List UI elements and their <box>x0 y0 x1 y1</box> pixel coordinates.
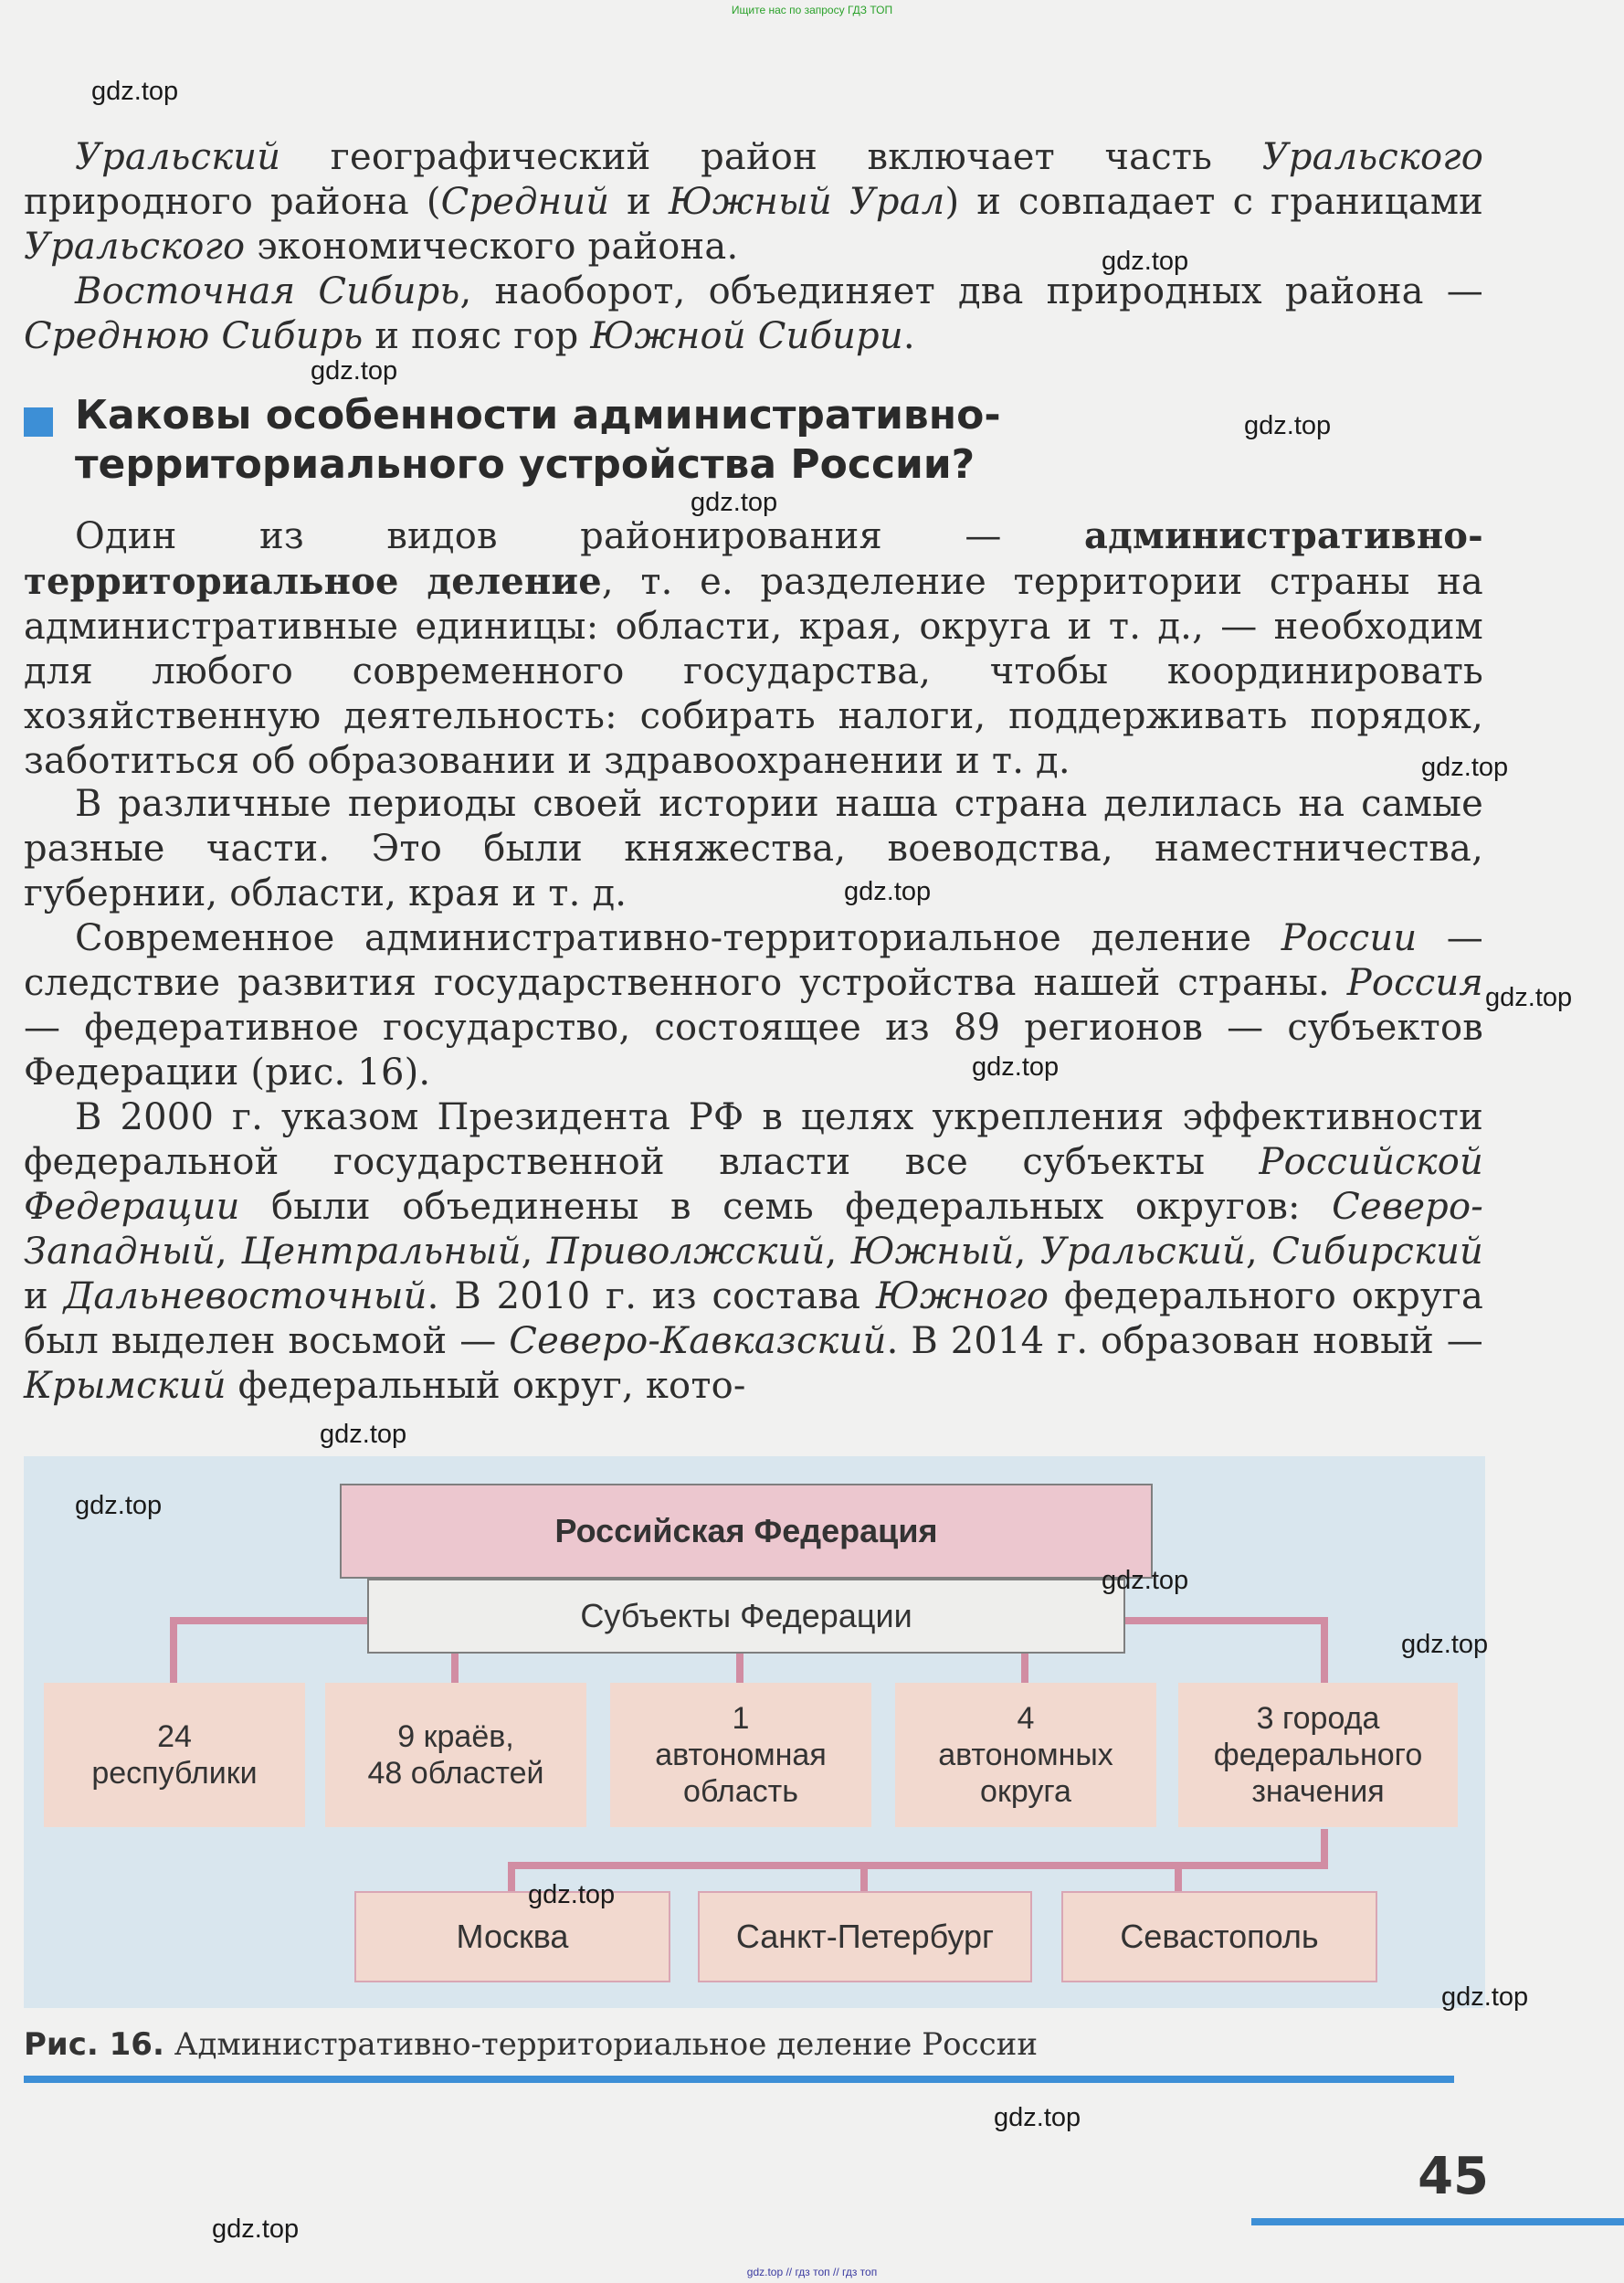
page-number: 45 <box>1418 2147 1489 2206</box>
text-run: Северо-Западный <box>24 1186 1483 1273</box>
watermark: gdz.top <box>994 2103 1081 2132</box>
caption-rule <box>24 2076 1454 2083</box>
text-run: федеральный округ, кото- <box>226 1365 746 1407</box>
text-run: Южный Урал <box>668 181 945 223</box>
paragraph-ural <box>24 135 1483 270</box>
connector-cities-horizontal <box>508 1862 1328 1869</box>
text-run: Уральский <box>1039 1231 1247 1273</box>
text-run: природного района ( <box>24 181 441 223</box>
diagram-cell-autonomous-okrugs: 4 автономных округа <box>895 1683 1156 1827</box>
text-run: Южный <box>850 1231 1015 1273</box>
watermark: gdz.top <box>91 77 179 106</box>
text-run: Дальневосточный <box>63 1275 427 1317</box>
diagram-cell-republics: 24 республики <box>44 1683 305 1827</box>
watermark: gdz.top <box>1485 983 1573 1012</box>
text-run: Уральского <box>1261 136 1483 178</box>
text-run: , <box>825 1231 851 1273</box>
diagram-root-box: Российская Федерация <box>340 1484 1153 1579</box>
heading-bullet-icon <box>24 407 53 437</box>
connector-cities-up <box>1321 1829 1328 1866</box>
text-run: Российской Федерации <box>24 1141 1483 1228</box>
text-run: Уральского <box>24 226 246 268</box>
paragraph-east-siberia <box>24 270 1483 359</box>
diagram-cell-federal-cities: 3 города федерального значения <box>1178 1683 1458 1827</box>
figure-caption-label: Рис. 16. <box>24 2026 164 2063</box>
paragraph-history <box>24 782 1483 916</box>
text-run: Средний <box>440 181 610 223</box>
text-run: Восточная Сибирь <box>75 270 460 312</box>
footer-links: gdz.top // гдз топ // гдз топ <box>746 2266 878 2278</box>
connector-drop-1 <box>170 1617 177 1690</box>
text-run: . <box>902 315 915 357</box>
connector-city-1 <box>508 1862 515 1893</box>
text-run: ) и совпадает с границами <box>944 181 1484 223</box>
text-run: В 2000 г. указом Президента РФ в целях укрепления эффективности федеральной государственной власти все субъекты <box>24 1096 1483 1183</box>
watermark: gdz.top <box>212 2214 300 2244</box>
top-search-note: Ищите нас по запросу ГДЗ ТОП <box>731 4 893 16</box>
text-run: Один из видов районирования — <box>75 515 1085 557</box>
text-run: административно-территориальное деление <box>24 514 1483 603</box>
text-run: , <box>521 1231 547 1273</box>
paragraph-modern-division <box>24 916 1483 1095</box>
text-run: федерального округа был выделен восьмой — <box>24 1275 1483 1362</box>
text-run: . В 2014 г. образован новый — <box>886 1320 1484 1362</box>
diagram-cell-krais-oblasts: 9 краёв, 48 областей <box>325 1683 586 1827</box>
text-run: и пояс гор <box>363 315 591 357</box>
diagram-city-sevastopol: Севастополь <box>1061 1891 1377 1982</box>
text-run: Южной Сибири <box>590 315 903 357</box>
watermark: gdz.top <box>320 1420 407 1449</box>
text-run: и <box>24 1275 64 1317</box>
text-run: Южного <box>875 1275 1049 1317</box>
watermark: gdz.top <box>1244 411 1332 440</box>
text-run: Современное административно-территориальное деление <box>75 917 1281 959</box>
text-run: Северо-Кавказский <box>509 1320 887 1362</box>
text-run: и <box>609 181 669 223</box>
watermark: gdz.top <box>844 877 932 906</box>
text-run: Среднюю Сибирь <box>24 315 364 357</box>
text-run: Россия <box>1346 962 1483 1004</box>
text-run: Крымский <box>24 1365 227 1407</box>
text-run: , <box>1014 1231 1040 1273</box>
text-run: — следствие развития государственного устройства нашей страны. <box>24 917 1484 1004</box>
watermark: gdz.top <box>311 356 398 386</box>
text-run: . В 2010 г. из состава <box>427 1275 876 1317</box>
figure-caption-text: Административно-территориальное деление России <box>174 2026 1038 2063</box>
figure-caption <box>24 2026 1038 2063</box>
watermark: gdz.top <box>1441 1982 1529 2012</box>
text-run: Сибирский <box>1271 1231 1483 1273</box>
text-run: , наоборот, объединяет два природных района — <box>459 270 1484 312</box>
watermark: gdz.top <box>1401 1630 1489 1659</box>
diagram-cell-autonomous-oblast: 1 автономная область <box>610 1683 871 1827</box>
watermark: gdz.top <box>75 1491 163 1520</box>
text-run: В различные периоды своей истории наша страна делилась на самые разные части. Это были княжества, воеводства, наместничества, губернии, области, края и т. д. <box>24 783 1483 914</box>
text-run: Приволжский <box>546 1231 826 1273</box>
watermark: gdz.top <box>972 1052 1060 1082</box>
text-run: были объединены в семь федеральных округов: <box>239 1186 1333 1228</box>
watermark: gdz.top <box>1102 247 1189 276</box>
text-run: Центральный <box>241 1231 522 1273</box>
section-heading: Каковы особенности административно-территориального устройства России? <box>75 392 1001 488</box>
diagram-city-moscow: Москва <box>354 1891 670 1982</box>
watermark: gdz.top <box>1102 1566 1189 1595</box>
connector-city-3 <box>1175 1862 1182 1893</box>
connector-drop-5 <box>1321 1617 1328 1690</box>
diagram-city-saint-petersburg: Санкт-Петербург <box>698 1891 1032 1982</box>
paragraph-regionalization <box>24 513 1483 784</box>
text-run: , <box>1246 1231 1272 1273</box>
watermark: gdz.top <box>528 1880 616 1909</box>
watermark: gdz.top <box>691 488 778 517</box>
diagram-subjects-box: Субъекты Федерации <box>367 1579 1125 1654</box>
text-run: экономического района. <box>245 226 739 268</box>
paragraph-federal-districts <box>24 1095 1483 1409</box>
text-run: Уральский <box>75 136 281 178</box>
page-number-rule <box>1251 2218 1624 2225</box>
text-run: России <box>1281 917 1418 959</box>
text-run: — федеративное государство, состоящее из 89 регионов — субъектов Федерации (рис. 16). <box>24 1007 1483 1094</box>
text-run: географический район включает часть <box>280 136 1262 178</box>
text-run: , <box>216 1231 242 1273</box>
text-run: , т. е. разделение территории страны на административные единицы: области, края, округа и т. д., — необходим для любого современного государства, чтобы координировать хозяйственную деятельность: собирать налоги, поддерживать порядок, заботиться об образовании и здравоохранении и т. д. <box>24 561 1483 782</box>
connector-city-2 <box>860 1862 868 1893</box>
watermark: gdz.top <box>1421 753 1509 782</box>
